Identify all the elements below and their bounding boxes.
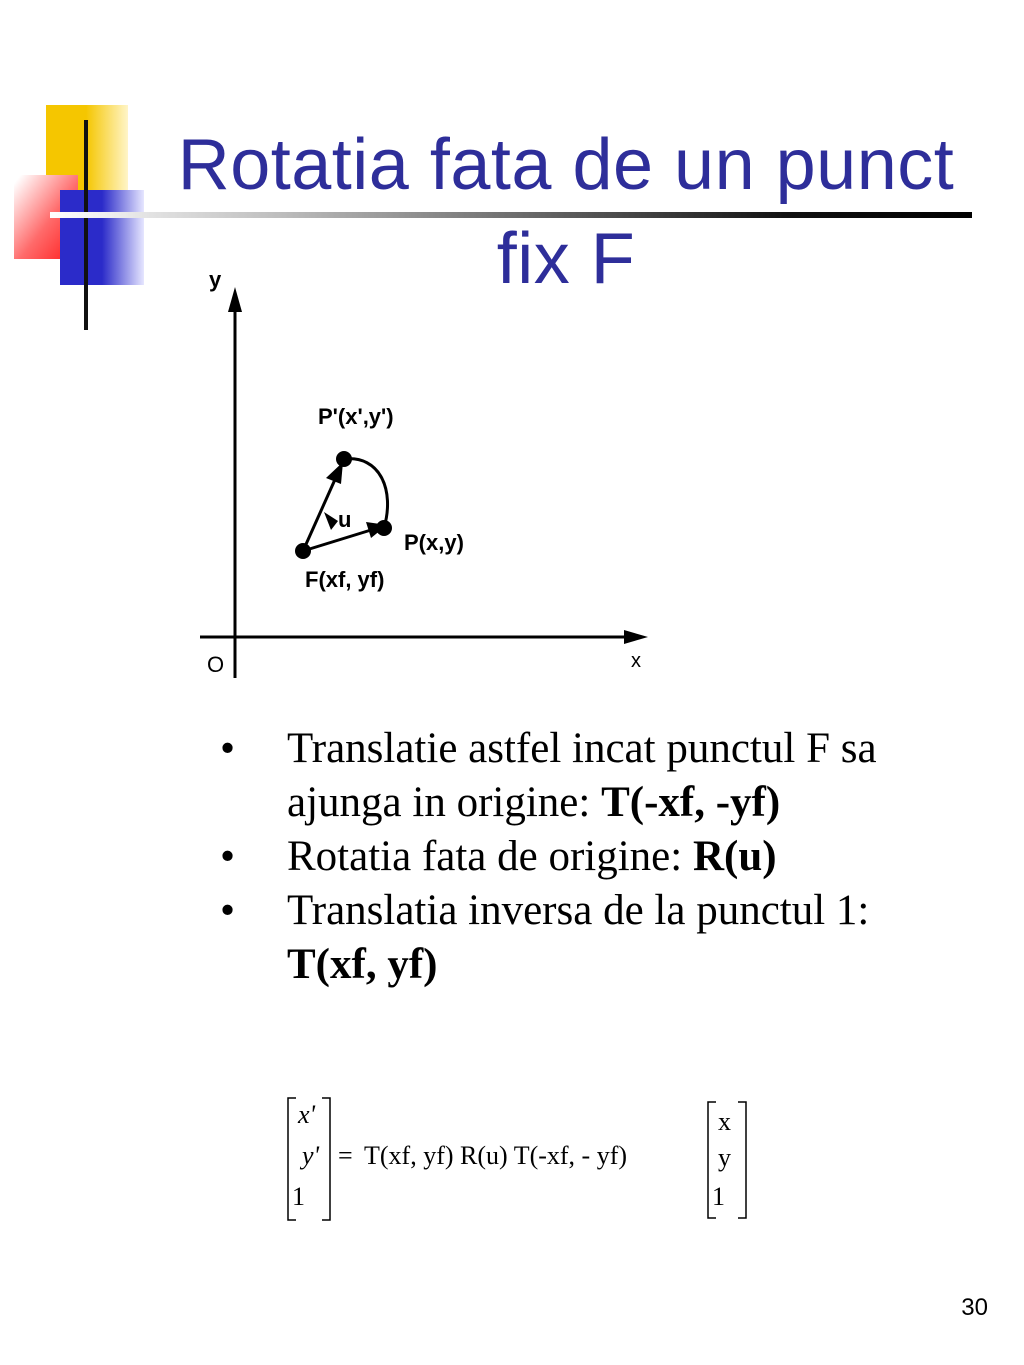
x-axis-label: x	[631, 650, 641, 672]
vector-f-to-p	[303, 530, 371, 551]
lhs-x-prime: x'	[298, 1100, 316, 1129]
f-label: F(xf, yf)	[305, 567, 385, 592]
list-item	[220, 884, 900, 992]
bullet-text: Rotatia fata de origine:	[287, 833, 693, 880]
rhs-one: 1	[712, 1182, 725, 1211]
matrix-formula	[270, 1090, 770, 1230]
rhs-x: x	[718, 1107, 731, 1136]
equals-sign: =	[338, 1141, 353, 1170]
y-axis-arrow-icon	[228, 287, 242, 312]
bullet-marker: •	[220, 887, 236, 934]
title-line-1: Rotatia fata de un punct	[177, 125, 955, 205]
bullet-list	[220, 722, 900, 992]
point-f	[295, 543, 311, 559]
x-axis-arrow-icon	[624, 630, 648, 644]
y-axis-label: y	[209, 267, 222, 292]
list-item	[220, 830, 900, 884]
vector-f-to-p-prime	[303, 475, 337, 551]
bullet-bold: R(u)	[692, 833, 777, 880]
origin-label: O	[207, 652, 225, 677]
point-p	[376, 520, 392, 536]
lhs-right-bracket	[322, 1098, 330, 1220]
p-prime-label: P'(x',y')	[318, 404, 394, 429]
lhs-y-prime: y'	[302, 1141, 320, 1170]
rhs-right-bracket	[738, 1102, 746, 1218]
p-label: P(x,y)	[404, 530, 464, 555]
page-number: 30	[961, 1294, 988, 1321]
bullet-marker: •	[220, 833, 236, 880]
rhs-y: y	[718, 1143, 731, 1172]
angle-label: u	[338, 507, 352, 532]
list-item	[220, 722, 900, 830]
bullet-text: Translatia inversa de la punctul 1:	[287, 887, 870, 934]
bullet-text: Translatie astfel incat punctul F sa ajunga in origine:	[287, 725, 877, 826]
bullet-marker: •	[220, 725, 236, 772]
bullet-bold: T(-xf, -yf)	[601, 779, 781, 826]
title-line-2: fix F	[496, 219, 636, 299]
formula-expression: T(xf, yf) R(u) T(-xf, - yf)	[364, 1141, 628, 1170]
point-p-prime	[336, 451, 352, 467]
angle-mark-icon	[324, 512, 338, 530]
bullet-bold: T(xf, yf)	[287, 941, 438, 988]
lhs-one: 1	[292, 1182, 305, 1211]
